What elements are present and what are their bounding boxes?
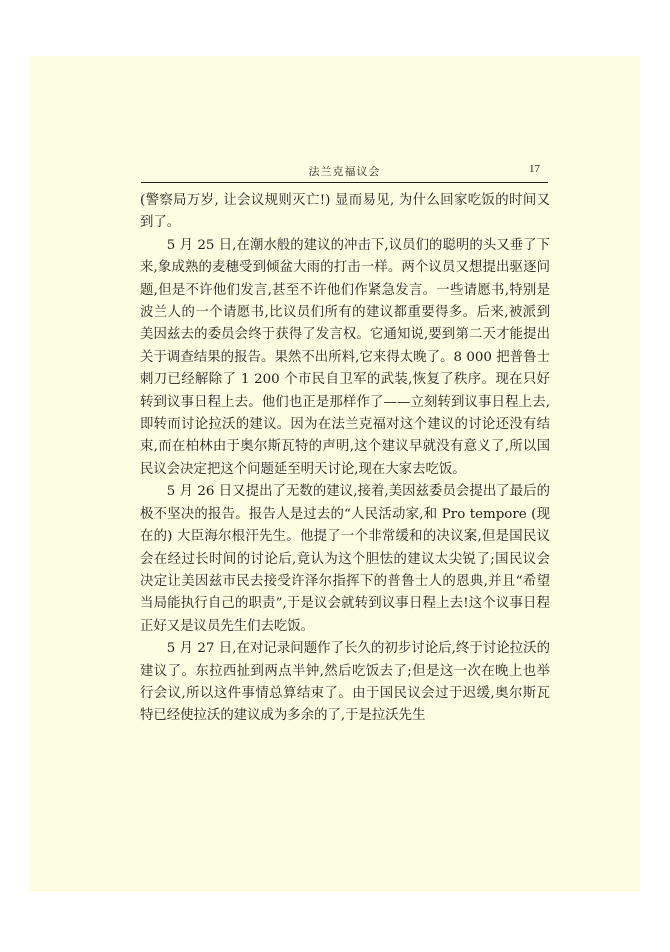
paragraph-may-25: 5 月 25 日,在潮水般的建议的冲击下,议员们的聪明的头又垂了下来,象成熟的麦穗受到倾盆大雨的打击一样。两个议员又想提出驱逐问题,但是不许他们发言,甚至不许他们作紧急发言。一些请愿书,特别是波兰人的一个请愿书,比议员们所有的建议都重要得多。后来,被派到美因兹去的委员会终于获得了发言权。它通知说,要到第二天才能提出关于调查结果的报告。果然不出所料,它来得太晚了。8 000 把普鲁士刺刀已经解除了 1 200 个市民自卫军的武装,恢复了秩序。现在只好转到议事日程上去。他们也正是那样作了——立刻转到议事日程上去,即转而讨论拉沃的建议。因为在法兰克福对这个建议的讨论还没有结束,而在柏林由于奥尔斯瓦特的声明,这个建议早就没有意义了,所以国民议会决定把这个问题延至明天讨论,现在大家去吃饭。 <box>140 237 550 477</box>
body-text <box>140 190 550 728</box>
paragraph-may-27: 5 月 27 日,在对记录问题作了长久的初步讨论后,终于讨论拉沃的建议了。东拉西扯到两点半钟,然后吃饭去了;但是这一次在晚上也举行会议,所以这件事情总算结束了。由于国民议会过于迟缓,奥尔斯瓦特已经使拉沃的建议成为多余的了,于是拉沃先生 <box>140 641 550 724</box>
paragraph-may-26: 5 月 26 日又提出了无数的建议,接着,美因兹委员会提出了最后的极不坚决的报告。报告人是过去的“人民活动家,和 Pro tempore (现在的) 大臣海尔根汗先生。他提了一个非常缓和的决议案,但是国民议会在经过长时间的讨论后,竟认为这个胆怯的建议太尖锐了;国民议会决定让美因兹市民去接受许泽尔指挥下的普鲁士人的恩典,并且“希望当局能执行自己的职责”,于是议会就转到议事日程上去!这个议事日程正好又是议员先生们去吃饭。 <box>140 484 550 634</box>
page-number: 17 <box>529 163 540 175</box>
running-header <box>141 160 548 183</box>
paragraph-continued: (警察局万岁, 让会议规则灭亡!) 显而易见, 为什么回家吃饭的时间又到了。 <box>140 193 550 231</box>
header-title: 法兰克福议会 <box>308 165 381 178</box>
